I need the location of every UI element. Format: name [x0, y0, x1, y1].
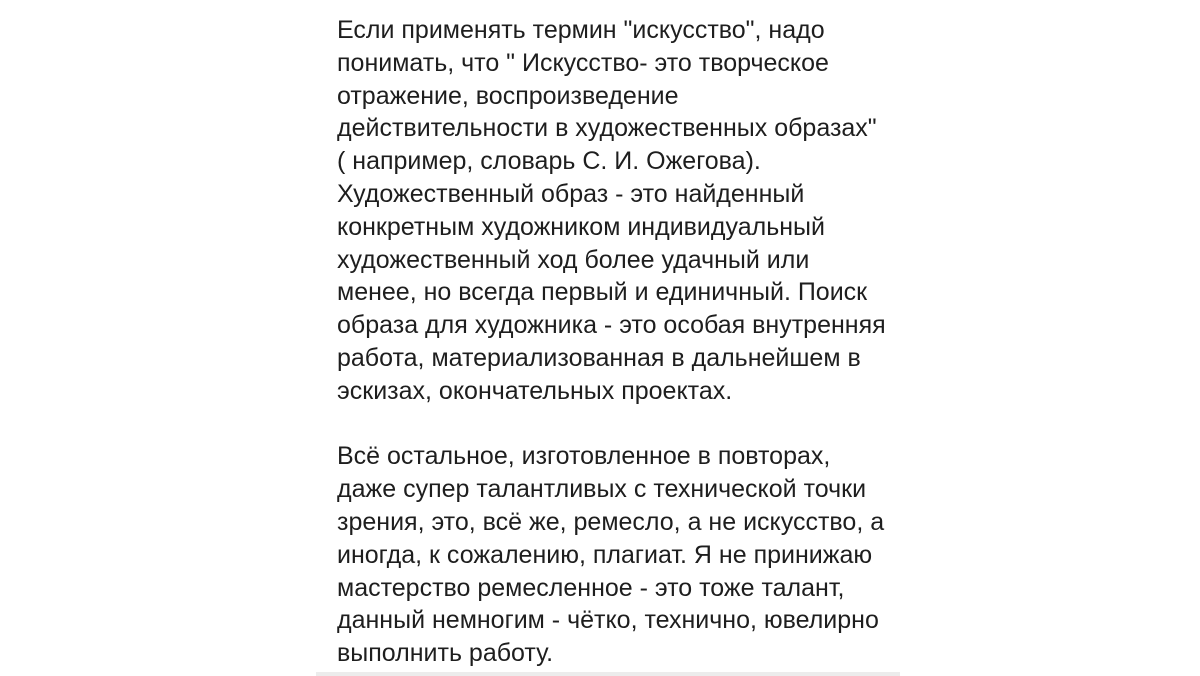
- text-line: Всё остальное, изготовленное в повторах,: [337, 442, 831, 471]
- text-line: данный немногим - чётко, технично, ювелирно: [337, 606, 879, 635]
- text-line: Художественный образ - это найденный: [337, 179, 805, 208]
- page-bottom-divider: [316, 672, 900, 676]
- text-line: образа для художника - это особая внутренняя: [337, 311, 886, 340]
- text-line: действительности в художественных образах": [337, 114, 877, 143]
- text-line: ( например, словарь С. И. Ожегова).: [337, 147, 761, 176]
- text-line: работа, материализованная в дальнейшем в: [337, 343, 861, 372]
- text-line: художественный ход более удачный или: [337, 245, 810, 274]
- text-line: отражение, воспроизведение: [337, 81, 679, 110]
- text-line: конкретным художником индивидуальный: [337, 212, 825, 241]
- text-line: зрения, это, всё же, ремесло, а не искусство, а: [337, 507, 885, 536]
- post-page: [316, 0, 900, 676]
- post-text: [337, 14, 897, 670]
- text-line: выполнить работу.: [337, 639, 554, 668]
- text-line: понимать, что " Искусство- это творческое: [337, 48, 829, 77]
- text-line: менее, но всегда первый и единичный. Поиск: [337, 278, 868, 307]
- text-line: даже супер талантливых с технической точки: [337, 475, 867, 504]
- text-line: Если применять термин "искусство", надо: [337, 16, 825, 44]
- text-line: эскизах, окончательных проектах.: [337, 376, 733, 405]
- text-line: иногда, к сожалению, плагиат. Я не принижаю: [337, 540, 873, 569]
- paragraph-1: [337, 14, 897, 408]
- text-line: мастерство ремесленное - это тоже талант,: [337, 573, 845, 602]
- paragraph-2: [337, 440, 897, 670]
